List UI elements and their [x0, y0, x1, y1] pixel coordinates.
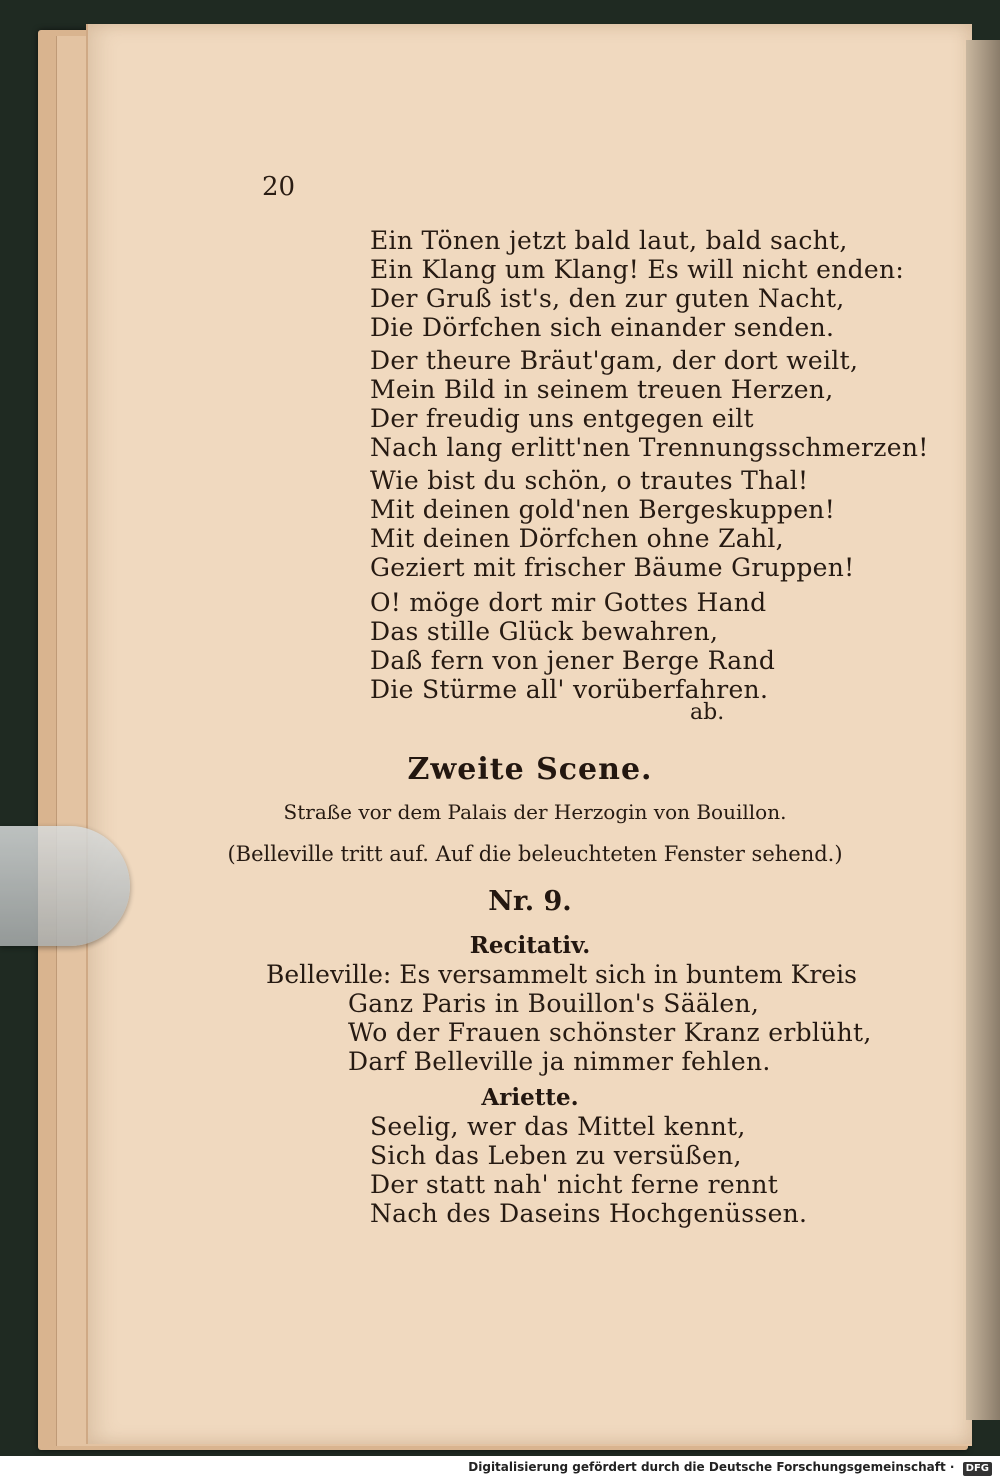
verse-line: Nach des Daseins Hochgenüssen. [370, 1199, 808, 1228]
scene-title: Zweite Scene. [407, 752, 653, 787]
verse-line: Die Stürme all' vorüberfahren. [370, 675, 769, 704]
stanza-1 [370, 226, 904, 342]
stage-direction: (Belleville tritt auf. Auf die beleuchteten Fenster sehend.) [227, 842, 843, 866]
page-holder-clip [0, 826, 130, 946]
recitativ-heading: Recitativ. [469, 932, 591, 959]
verse-line: Ganz Paris in Bouillon's Säälen, [348, 989, 760, 1018]
stanza-2 [370, 346, 929, 462]
dfg-logo: DFG [963, 1462, 992, 1476]
verse-line: Der freudig uns entgegen eilt [370, 404, 754, 433]
digitization-footer [0, 1456, 1000, 1478]
verse-line: Mein Bild in seinem treuen Herzen, [370, 375, 834, 404]
verse-line: Nach lang erlitt'nen Trennungsschmerzen! [370, 433, 929, 462]
stanza-3 [370, 466, 855, 582]
speaker-name: Belleville: [266, 960, 392, 989]
ariette-heading: Ariette. [481, 1084, 579, 1111]
verse-line: Wie bist du schön, o trautes Thal! [370, 466, 809, 495]
verse-line: Mit deinen gold'nen Bergeskuppen! [370, 495, 836, 524]
verse-line: Der Gruß ist's, den zur guten Nacht, [370, 284, 845, 313]
ariette-lines [370, 1112, 807, 1228]
verse-line: Es versammelt sich in buntem Kreis [399, 960, 857, 989]
stanza-4 [370, 588, 775, 704]
scene-setting: Straße vor dem Palais der Herzogin von Bouillon. [283, 800, 787, 824]
page-number: 20 [262, 172, 296, 202]
verse-line: Seelig, wer das Mittel kennt, [370, 1112, 746, 1141]
verse-line: O! möge dort mir Gottes Hand [370, 588, 767, 617]
recitativ-first-line [266, 960, 857, 989]
verse-line: Die Dörfchen sich einander senden. [370, 313, 835, 342]
verse-line: Mit deinen Dörfchen ohne Zahl, [370, 524, 784, 553]
verse-line: Ein Tönen jetzt bald laut, bald sacht, [370, 226, 848, 255]
book-edge [966, 40, 1000, 1420]
verse-line: Der statt nah' nicht ferne rennt [370, 1170, 779, 1199]
verse-line: Daß fern von jener Berge Rand [370, 646, 776, 675]
verse-line: Geziert mit frischer Bäume Gruppen! [370, 553, 855, 582]
verse-line: Wo der Frauen schönster Kranz erblüht, [348, 1018, 872, 1047]
stage-exit: ab. [690, 700, 725, 725]
verse-line: Das stille Glück bewahren, [370, 617, 719, 646]
recitativ-lines [348, 989, 872, 1076]
verse-line: Der theure Bräut'gam, der dort weilt, [370, 346, 859, 375]
piece-number: Nr. 9. [488, 886, 572, 917]
footer-text: Digitalisierung gefördert durch die Deutsche Forschungsgemeinschaft · [468, 1460, 955, 1474]
verse-line: Sich das Leben zu versüßen, [370, 1141, 742, 1170]
verse-line: Darf Belleville ja nimmer fehlen. [348, 1047, 771, 1076]
verse-line: Ein Klang um Klang! Es will nicht enden: [370, 255, 905, 284]
